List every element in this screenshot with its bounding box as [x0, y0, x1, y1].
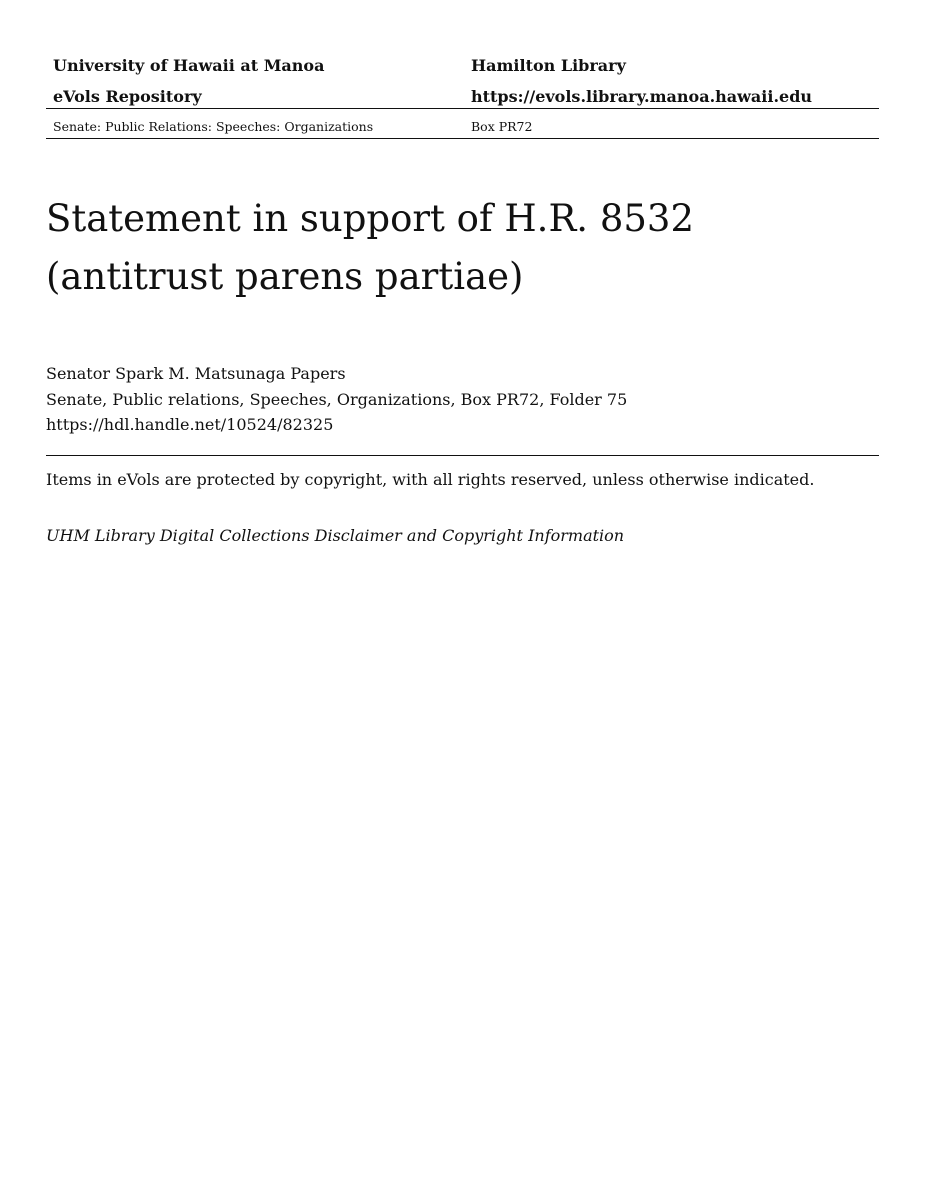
header	[46, 0, 879, 140]
header-rule-top	[46, 108, 879, 109]
document-metadata	[46, 361, 627, 438]
document-page	[46, 0, 879, 545]
repository-name: eVols Repository	[53, 87, 202, 106]
box-label: Box PR72	[471, 119, 533, 134]
metadata-rule	[46, 455, 879, 456]
collection-path: Senate: Public Relations: Speeches: Organizations	[53, 119, 374, 134]
title-line-2: (antitrust parens partiae)	[46, 255, 524, 298]
handle-link[interactable]: https://hdl.handle.net/10524/82325	[46, 415, 334, 434]
folder-location: Senate, Public relations, Speeches, Organizations, Box PR72, Folder 75	[46, 389, 628, 409]
repository-url[interactable]: https://evols.library.manoa.hawaii.edu	[471, 87, 813, 106]
library-name: Hamilton Library	[471, 56, 626, 75]
disclaimer-link[interactable]: UHM Library Digital Collections Disclaimer and Copyright Information	[46, 526, 625, 545]
collection-name: Senator Spark M. Matsunaga Papers	[46, 364, 346, 383]
copyright-notice: Items in eVols are protected by copyright, with all rights reserved, unless otherwise indicated.	[46, 470, 815, 489]
title-line-1: Statement in support of H.R. 8532	[46, 197, 694, 240]
institution-name: University of Hawaii at Manoa	[53, 56, 325, 75]
document-title	[46, 190, 879, 306]
header-rule-bottom	[46, 138, 879, 139]
